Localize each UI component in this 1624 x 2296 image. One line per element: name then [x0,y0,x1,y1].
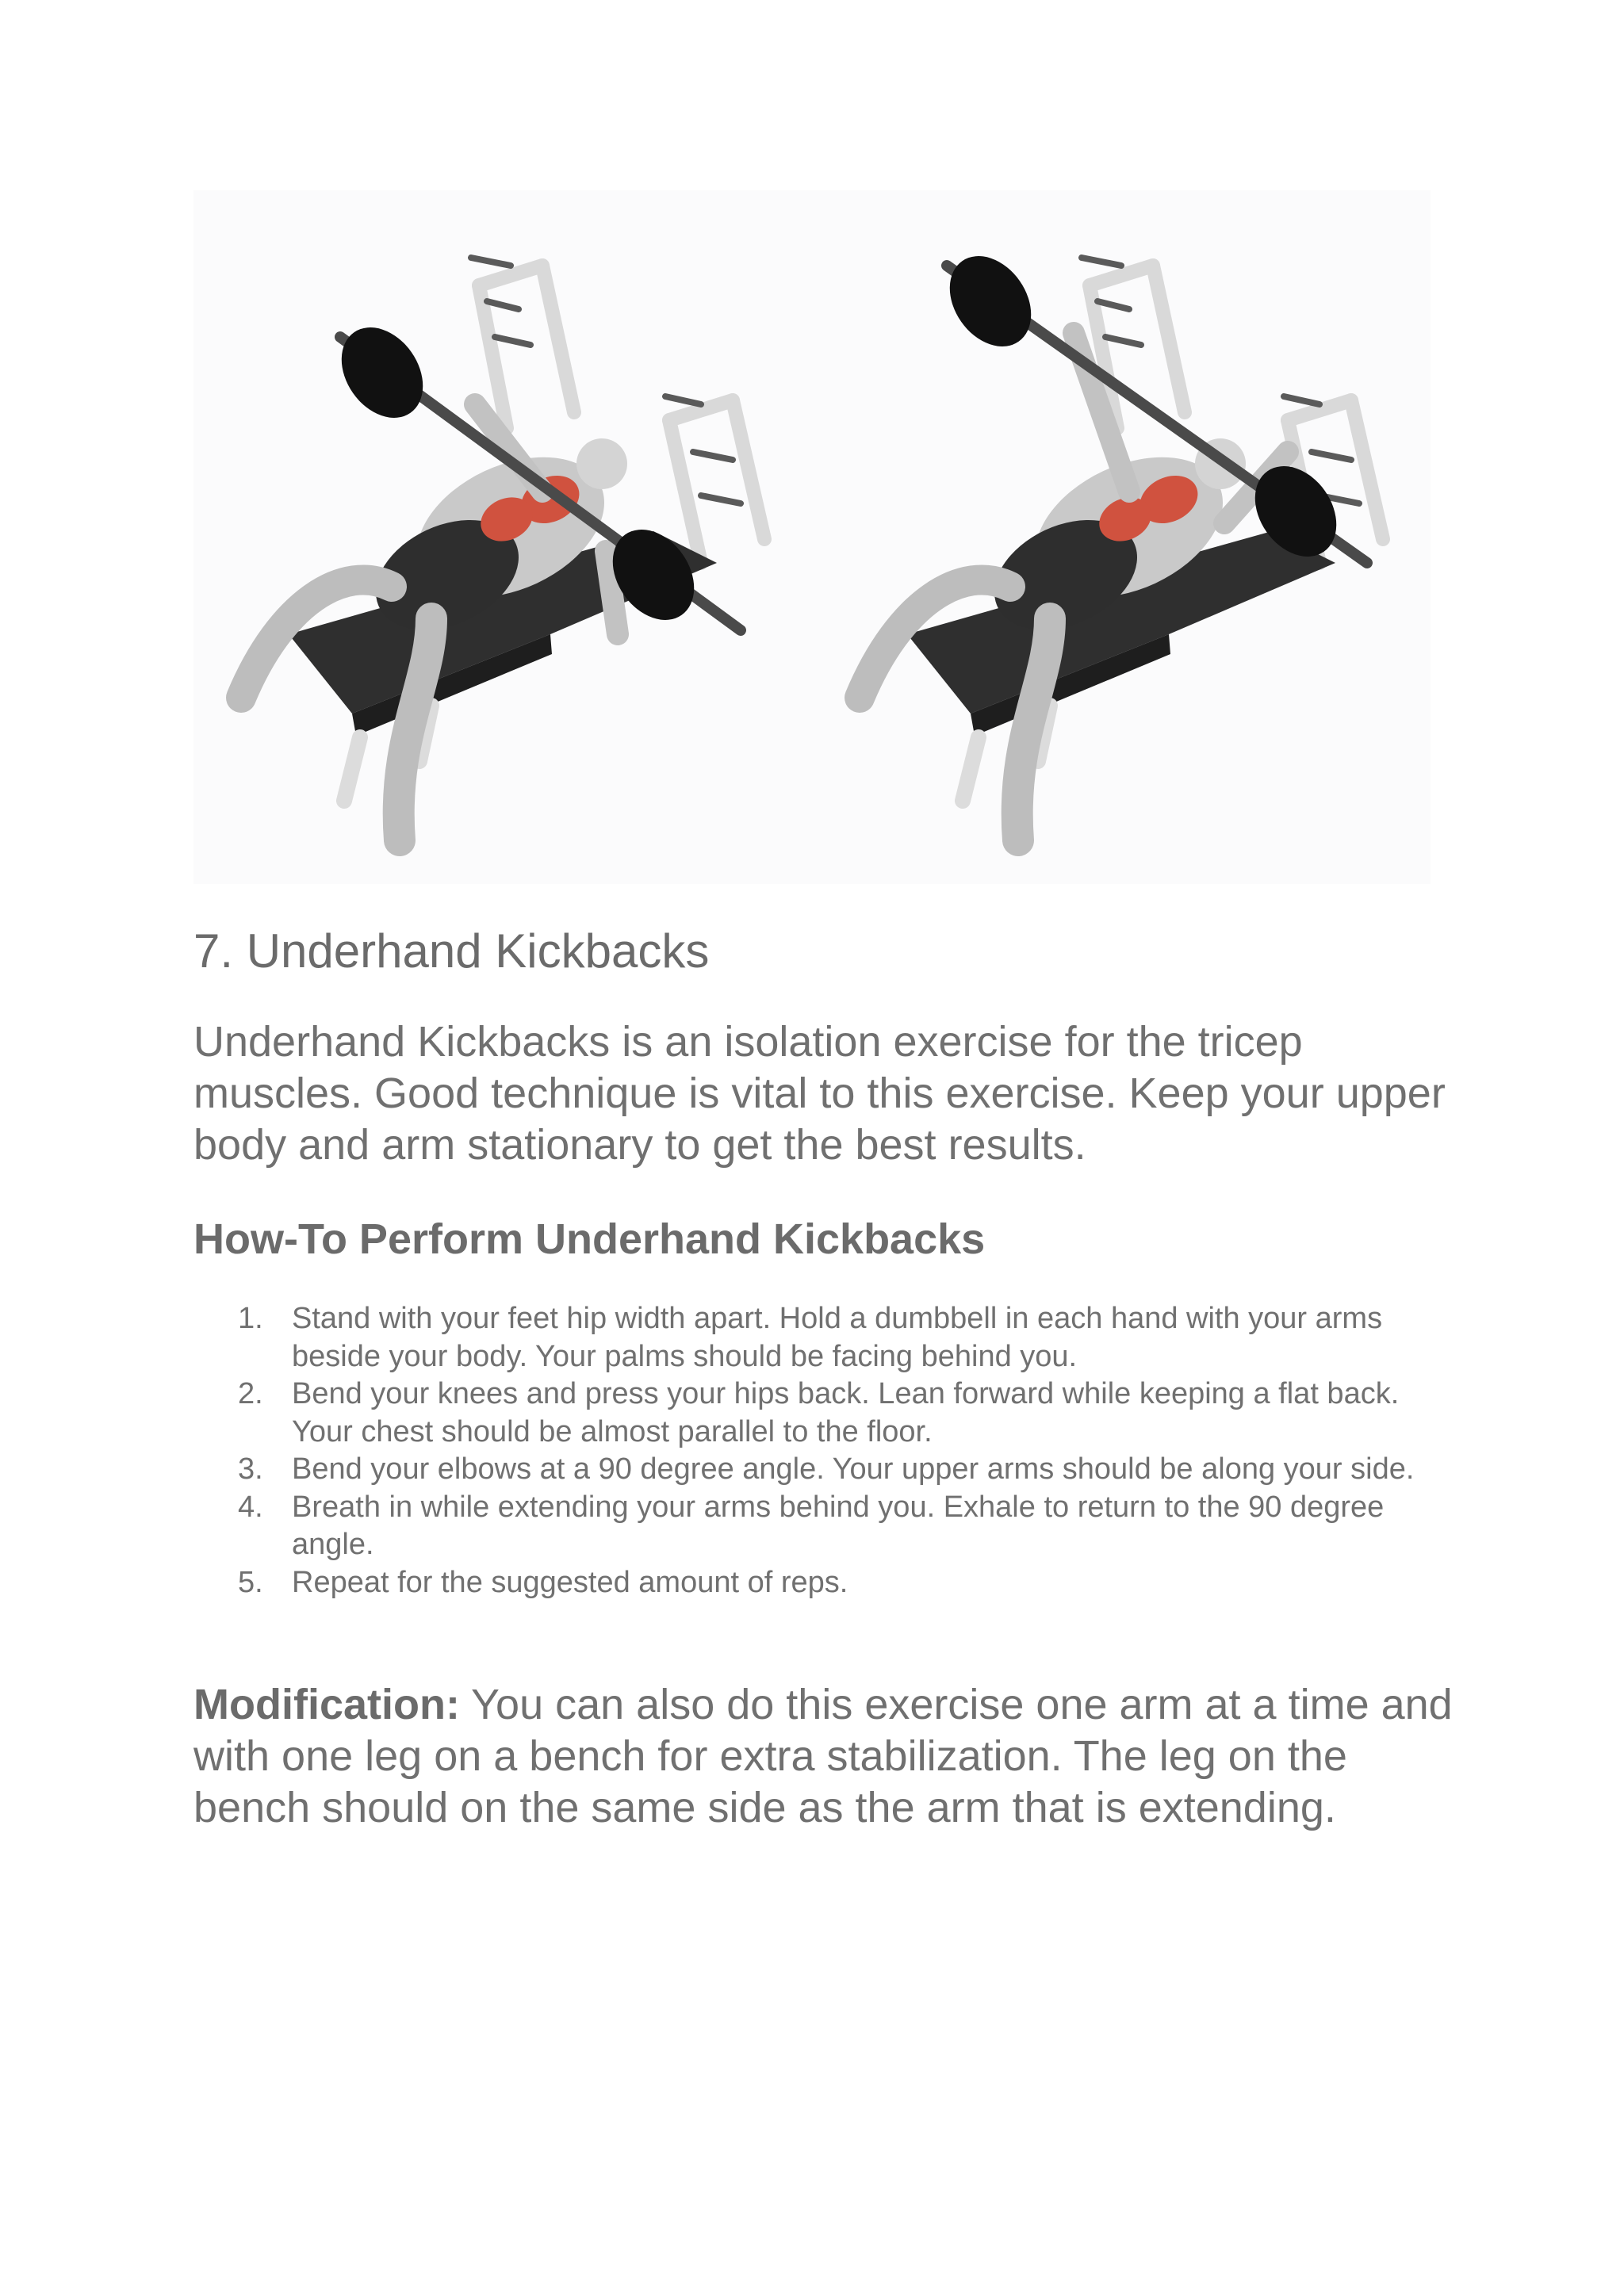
step-number: 5. [238,1565,263,1599]
list-item [238,1564,1419,1602]
bench-press-finish-icon [860,240,1383,840]
step-text: Stand with your feet hip width apart. Hold a dumbbell in each hand with your arms beside your body. Your palms should be facing behind you. [292,1302,1383,1373]
modification-text: You can also do this exercise one arm at a time and with one leg on a bench for extra stabilization. The leg on the bench should on the same side as the arm that is extending. [193,1681,1453,1831]
bench-press-illustration [193,190,1431,884]
list-item [238,1489,1419,1564]
bench-press-start-icon [241,258,764,840]
modification-label: Modification: [193,1681,460,1728]
steps-list [238,1300,1419,1601]
step-text: Breath in while extending your arms behind you. Exhale to return to the 90 degree angle. [292,1490,1385,1561]
step-number: 1. [238,1302,263,1335]
list-item [238,1376,1419,1451]
modification-paragraph [193,1679,1462,1834]
list-item [238,1300,1419,1376]
step-text: Bend your elbows at a 90 degree angle. Your upper arms should be along your side. [292,1452,1415,1486]
step-number: 3. [238,1452,263,1486]
step-text: Repeat for the suggested amount of reps. [292,1565,848,1599]
intro-paragraph: Underhand Kickbacks is an isolation exercise for the tricep muscles. Good technique is vital to this exercise. Keep your upper body and arm stationary to get the best results. [193,1018,1446,1169]
exercise-illustration [193,190,1431,884]
howto-heading: How-To Perform Underhand Kickbacks [193,1215,986,1263]
step-number: 2. [238,1377,263,1410]
step-text: Bend your knees and press your hips back. Lean forward while keeping a flat back. Your chest should be almost parallel to the floor. [292,1377,1400,1448]
list-item [238,1451,1419,1489]
step-number: 4. [238,1490,263,1524]
section-title: 7. Underhand Kickbacks [193,924,710,978]
